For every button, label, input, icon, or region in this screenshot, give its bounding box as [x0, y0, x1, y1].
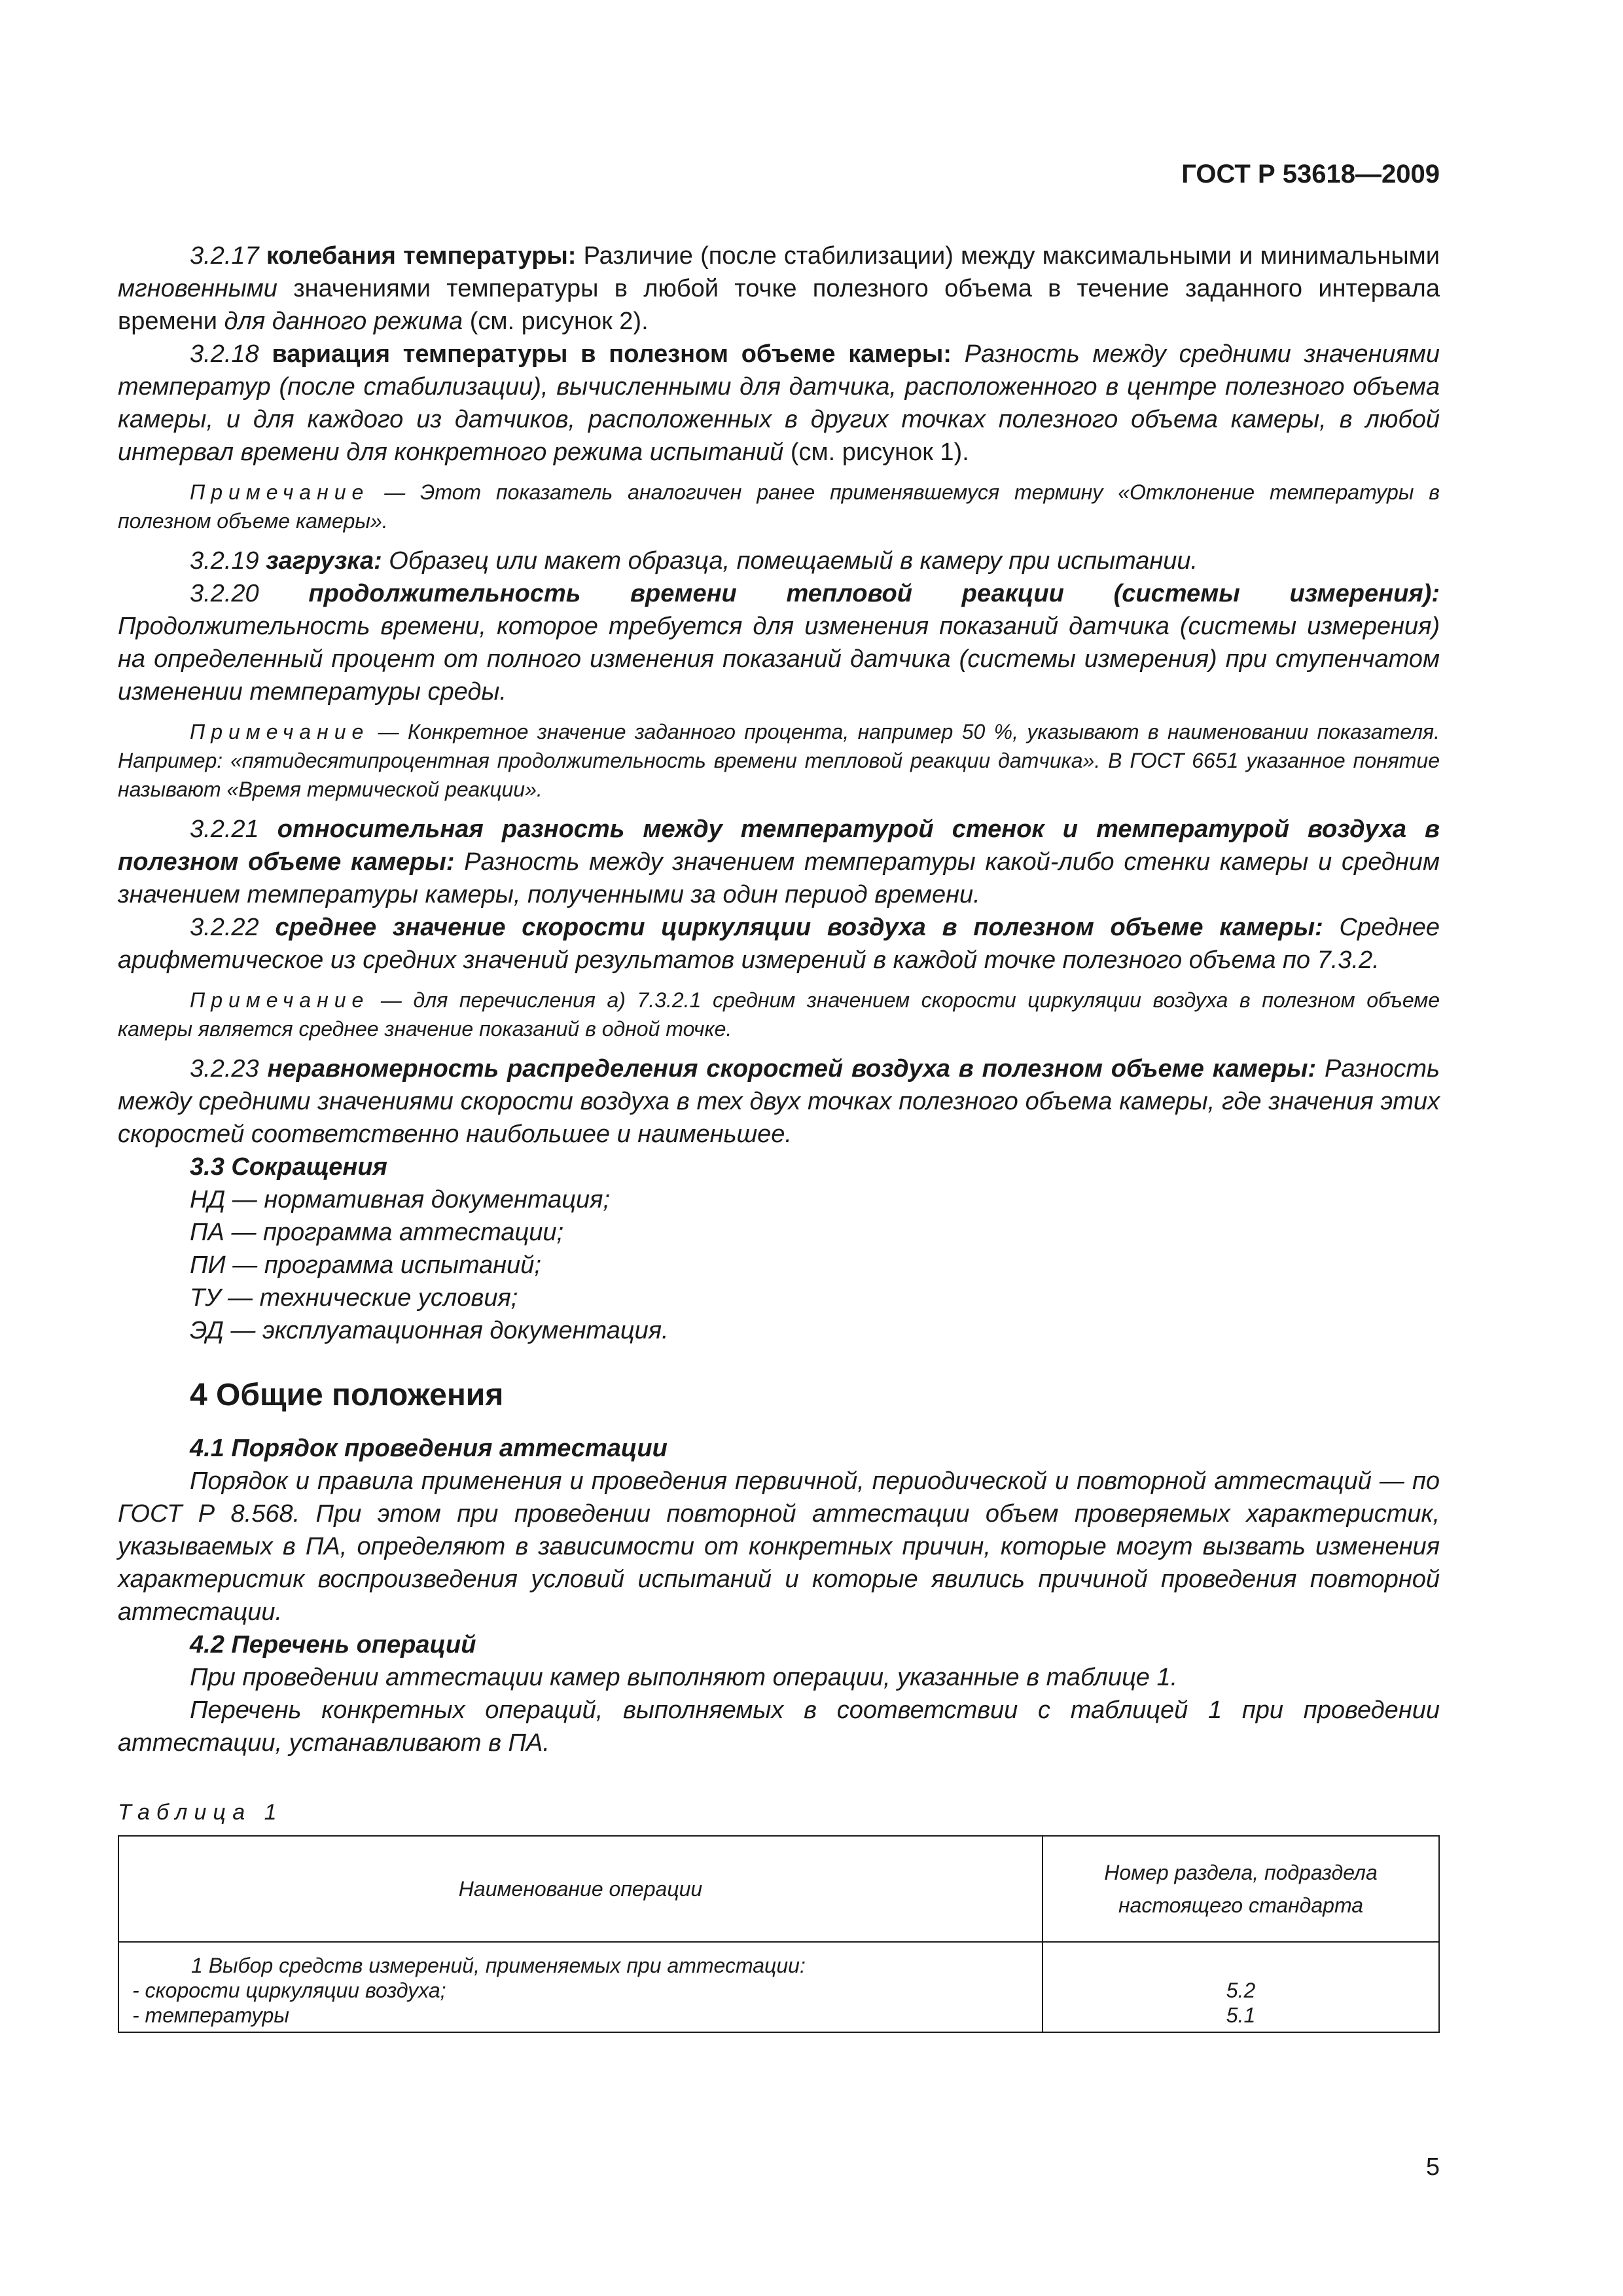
definition-text: мгновенными — [118, 275, 277, 302]
cell-line: - скорости циркуляции воздуха; — [132, 1979, 446, 2002]
cell-line: - температуры — [132, 2003, 289, 2027]
term: продолжительность времени тепловой реакции (системы измерения): — [308, 580, 1440, 607]
clause-3-2-17 — [118, 240, 1440, 338]
table-cell — [118, 1942, 1043, 2032]
note — [118, 478, 1440, 535]
table-cell — [1043, 1942, 1439, 2032]
table-row — [118, 1942, 1439, 2032]
definition-text: Среднее арифметическое из средних значений результатов измерений в каждой точке полезного объема по 7.3.2. — [118, 914, 1440, 974]
definition-text: Продолжительность времени, которое требуется для изменения показаний датчика (системы измерения) на определенный процент от полного изменения показаний датчика (системы измерения) при ступенчатом изменении температуры среды. — [118, 613, 1440, 706]
abbreviation-item: ТУ — технические условия; — [190, 1284, 518, 1312]
cell-line: 1 Выбор средств измерений, применяемых при аттестации: — [191, 1954, 806, 1977]
note-text: — Конкретное значение заданного процента, например 50 %, указывают в наименовании показателя. Например: «пятидесятипроцентная продолжительность времени тепловой реакции датчика». В ГОСТ 6651 указанное понятие называют «Время термической реакции». — [118, 720, 1440, 801]
subsection-heading: 4.2 Перечень операций — [190, 1631, 476, 1659]
cell-line: 5.1 — [1226, 2003, 1256, 2027]
definition-text: Разность между средними значениями скорости воздуха в тех двух точках полезного объема камеры, где значения этих скоростей соответственно наибольшее и наименьшее. — [118, 1055, 1440, 1148]
definition-text: Образец или макет образца, помещаемый в камеру при испытании. — [382, 547, 1198, 575]
clause-3-2-23 — [118, 1052, 1440, 1151]
term: неравномерность распределения скоростей воздуха в полезном объеме камеры: — [267, 1055, 1317, 1083]
definition-text: (см. рисунок 1). — [783, 439, 969, 466]
definition-text: Разность между средними значениями температур (после стабилизации), вычисленными для датчика, расположенного в центре полезного объема камеры, и для каждого из датчиков, расположенных в других точках полезного объема камеры, в любой интервал времени для конкретного режима испытаний — [118, 340, 1440, 466]
note-label: Примечание — [190, 720, 370, 744]
term: среднее значение скорости циркуляции воздуха в полезном объеме камеры: — [275, 914, 1323, 941]
clause-3-2-22 — [118, 911, 1440, 977]
clause-number: 3.2.22 — [190, 914, 259, 941]
note — [118, 986, 1440, 1043]
cell-line: 5.2 — [1226, 1979, 1256, 2002]
clause-number: 3.2.20 — [190, 580, 259, 607]
paragraph: Порядок и правила применения и проведения первичной, периодической и повторной аттестаций — по ГОСТ Р 8.568. При этом при проведении повторной аттестации объем проверяемых характеристик, указываемых в ПА, определяют в зависимости от конкретных причин, которые могут вызвать изменения характеристик воспроизведения условий испытаний и которые явились причиной проведения повторной аттестации. — [118, 1467, 1440, 1626]
table-header-cell: Номер раздела, подраздела настоящего стандарта — [1043, 1836, 1439, 1942]
term: вариация температуры в полезном объеме камеры: — [272, 340, 952, 368]
paragraph: При проведении аттестации камер выполняют операции, указанные в таблице 1. — [190, 1664, 1178, 1691]
document-body — [118, 240, 1440, 2033]
clause-number: 3.2.23 — [190, 1055, 259, 1083]
clause-number: 3.2.21 — [190, 816, 259, 843]
definition-text: Различие (после стабилизации) между максимальными и минимальными — [576, 242, 1440, 270]
definition-text: для данного режима — [224, 308, 463, 335]
term: загрузка: — [266, 547, 382, 575]
abbreviation-item: ЭД — эксплуатационная документация. — [190, 1317, 669, 1344]
note-label: Примечание — [190, 480, 370, 504]
note-label: Примечание — [190, 988, 370, 1012]
clause-3-2-19 — [118, 545, 1440, 577]
document-page — [118, 0, 1440, 2296]
table-caption: Таблица 1 — [118, 1800, 283, 1825]
clause-3-2-20 — [118, 577, 1440, 708]
term: относительная разность между температурой стенок и температурой воздуха в полезном объеме камеры: — [118, 816, 1440, 876]
clause-3-2-21 — [118, 813, 1440, 911]
abbreviation-item: НД — нормативная документация; — [190, 1186, 611, 1213]
subsection-heading: 4.1 Порядок проведения аттестации — [190, 1435, 668, 1462]
subsection-heading: 3.3 Сокращения — [190, 1153, 387, 1181]
clause-number: 3.2.18 — [190, 340, 259, 368]
abbreviation-item: ПА — программа аттестации; — [190, 1219, 564, 1246]
section-heading: 4 Общие положения — [190, 1378, 504, 1412]
note — [118, 717, 1440, 804]
clause-3-2-18 — [118, 338, 1440, 469]
page-number: 5 — [1425, 2153, 1440, 2181]
standard-designation: ГОСТ Р 53618—2009 — [1181, 160, 1440, 188]
note-text: — для перечисления а) 7.3.2.1 средним значением скорости циркуляции воздуха в полезном объеме камеры является среднее значение показаний в одной точке. — [118, 988, 1440, 1041]
operations-table — [118, 1835, 1440, 2033]
table-header-row — [118, 1836, 1439, 1942]
clause-number: 3.2.17 — [190, 242, 259, 270]
definition-text: значениями температуры в любой точке полезного объема в течение заданного интервала времени — [118, 275, 1440, 335]
abbreviation-item: ПИ — программа испытаний; — [190, 1251, 541, 1279]
definition-text: (см. рисунок 2). — [463, 308, 649, 335]
term: колебания температуры: — [266, 242, 577, 270]
note-text: — Этот показатель аналогичен ранее применявшемуся термину «Отклонение температуры в полезном объеме камеры». — [118, 480, 1440, 533]
clause-number: 3.2.19 — [190, 547, 259, 575]
definition-text: Разность между значением температуры какой-либо стенки камеры и средним значением температуры камеры, полученными за один период времени. — [118, 848, 1440, 908]
table-header-cell: Наименование операции — [118, 1836, 1043, 1942]
paragraph: Перечень конкретных операций, выполняемых в соответствии с таблицей 1 при проведении аттестации, устанавливают в ПА. — [118, 1696, 1440, 1757]
